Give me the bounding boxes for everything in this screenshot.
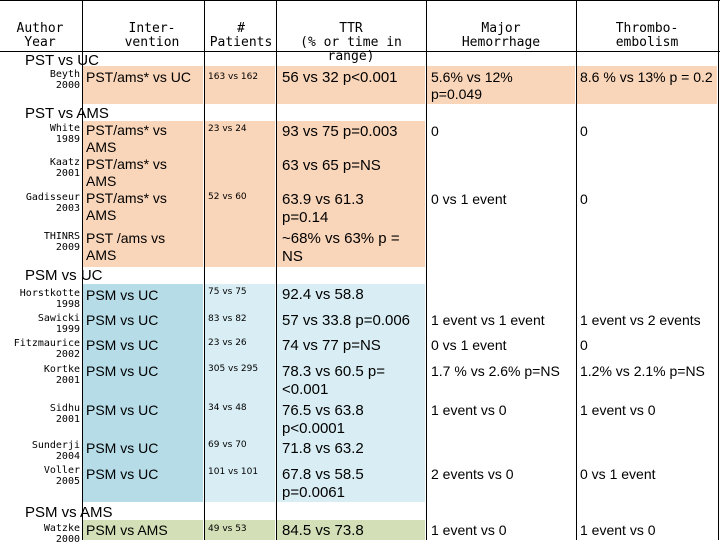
author-horstkotte: Horstkotte 1998 xyxy=(19,288,80,310)
thrombo-beyth: 8.6 % vs 13% p = 0.2 xyxy=(580,69,713,85)
intervention-fitzmaurice: PSM vs UC xyxy=(86,337,159,353)
section-pst-vs-uc: PST vs UC xyxy=(25,52,99,69)
header-intervention: Inter- vention xyxy=(124,21,180,50)
ttr-gadisseur: 63.9 vs 61.3 p=0.14 xyxy=(282,191,364,226)
author-sidhu: Sidhu 2001 xyxy=(49,403,80,425)
ttr-sawicki: 57 vs 33.8 p=0.006 xyxy=(282,312,411,329)
hemorrhage-fitzmaurice: 0 vs 1 event xyxy=(431,337,507,353)
hemorrhage-sidhu: 1 event vs 0 xyxy=(431,402,507,418)
author-gadisseur: Gadisseur 2003 xyxy=(25,192,80,214)
ttr-kaatz: 63 vs 65 p=NS xyxy=(282,157,381,174)
hemorrhage-beyth: 5.6% vs 12% p=0.049 xyxy=(431,69,513,102)
hemorrhage-gadisseur: 0 vs 1 event xyxy=(431,191,507,207)
intervention-beyth: PST/ams* vs UC xyxy=(86,69,192,85)
intervention-watzke: PSM vs AMS xyxy=(86,522,168,538)
author-fitzmaurice: Fitzmaurice 2002 xyxy=(13,338,80,360)
patients-sunderji: 69 vs 70 xyxy=(208,440,247,450)
hemorrhage-kortke: 1.7 % vs 2.6% p=NS xyxy=(431,363,560,379)
patients-sawicki: 83 vs 82 xyxy=(208,314,247,324)
author-kaatz: Kaatz 2001 xyxy=(49,157,80,179)
intervention-voller: PSM vs UC xyxy=(86,466,159,482)
ttr-thinrs: ~68% vs 63% p = NS xyxy=(282,230,400,265)
patients-sidhu: 34 vs 48 xyxy=(208,403,247,413)
author-watzke: Watzke 2000 xyxy=(43,523,80,545)
thrombo-sidhu: 1 event vs 0 xyxy=(580,402,656,418)
author-sawicki: Sawicki 1999 xyxy=(37,313,80,335)
intervention-sawicki: PSM vs UC xyxy=(86,312,159,328)
author-thinrs: THINRS 2009 xyxy=(43,231,80,253)
author-voller: Voller 2005 xyxy=(43,465,80,487)
column-divider xyxy=(426,0,427,540)
header-author-year: Author Year xyxy=(16,21,64,50)
table-border-top xyxy=(0,0,720,1)
patients-horstkotte: 75 vs 75 xyxy=(208,287,247,297)
ttr-watzke: 84.5 vs 73.8 xyxy=(282,522,364,539)
thrombo-kortke: 1.2% vs 2.1% p=NS xyxy=(580,363,705,379)
column-divider xyxy=(276,0,277,540)
section-psm-vs-uc: PSM vs UC xyxy=(25,267,103,284)
header-patients: # Patients xyxy=(209,21,273,50)
hemorrhage-voller: 2 events vs 0 xyxy=(431,466,514,482)
column-divider xyxy=(204,0,205,540)
intervention-sidhu: PSM vs UC xyxy=(86,402,159,418)
hemorrhage-white: 0 xyxy=(431,123,439,139)
intervention-horstkotte: PSM vs UC xyxy=(86,287,159,303)
column-divider xyxy=(718,0,719,540)
intervention-thinrs: PST /ams vs AMS xyxy=(86,230,166,263)
patients-gadisseur: 52 vs 60 xyxy=(208,192,247,202)
thrombo-sawicki: 1 event vs 2 events xyxy=(580,312,701,328)
author-white: White 1989 xyxy=(49,123,80,145)
intervention-kortke: PSM vs UC xyxy=(86,363,159,379)
thrombo-gadisseur: 0 xyxy=(580,191,588,207)
ttr-kortke: 78.3 vs 60.5 p=<0.001 xyxy=(282,363,385,398)
ttr-sunderji: 71.8 vs 63.2 xyxy=(282,440,364,457)
author-sunderji: Sunderji 2004 xyxy=(31,440,80,462)
ttr-voller: 67.8 vs 58.5 p=0.0061 xyxy=(282,466,364,501)
column-divider xyxy=(576,0,577,540)
header-ttr: TTR (% or time in range) xyxy=(300,21,402,64)
intervention-white: PST/ams* vs AMS xyxy=(86,122,167,155)
ttr-sidhu: 76.5 vs 63.8 p<0.0001 xyxy=(282,402,364,437)
ttr-fitzmaurice: 74 vs 77 p=NS xyxy=(282,337,381,354)
header-major-hemorrhage: Major Hemorrhage xyxy=(461,21,541,50)
author-beyth: Beyth 2000 xyxy=(49,69,80,91)
hemorrhage-watzke: 1 event vs 0 xyxy=(431,522,507,538)
patients-white: 23 vs 24 xyxy=(208,124,247,134)
intervention-gadisseur: PST/ams* vs AMS xyxy=(86,190,167,223)
ttr-white: 93 vs 75 p=0.003 xyxy=(282,123,398,140)
thrombo-fitzmaurice: 0 xyxy=(580,337,588,353)
thrombo-voller: 0 vs 1 event xyxy=(580,466,656,482)
thrombo-white: 0 xyxy=(580,123,588,139)
author-kortke: Kortke 2001 xyxy=(43,364,80,386)
intervention-sunderji: PSM vs UC xyxy=(86,440,159,456)
patients-beyth: 163 vs 162 xyxy=(208,72,259,82)
patients-watzke: 49 vs 53 xyxy=(208,524,247,534)
patients-voller: 101 vs 101 xyxy=(208,467,259,477)
thrombo-watzke: 1 event vs 0 xyxy=(580,522,656,538)
section-pst-vs-ams: PST vs AMS xyxy=(25,105,109,122)
ttr-horstkotte: 92.4 vs 58.8 xyxy=(282,286,364,303)
ttr-beyth: 56 vs 32 p<0.001 xyxy=(282,69,398,86)
patients-fitzmaurice: 23 vs 26 xyxy=(208,338,247,348)
header-thromboembolism: Thrombo- embolism xyxy=(615,21,679,50)
patients-kortke: 305 vs 295 xyxy=(208,364,259,374)
section-psm-vs-ams: PSM vs AMS xyxy=(25,504,113,521)
intervention-kaatz: PST/ams* vs AMS xyxy=(86,156,167,189)
hemorrhage-sawicki: 1 event vs 1 event xyxy=(431,312,545,328)
